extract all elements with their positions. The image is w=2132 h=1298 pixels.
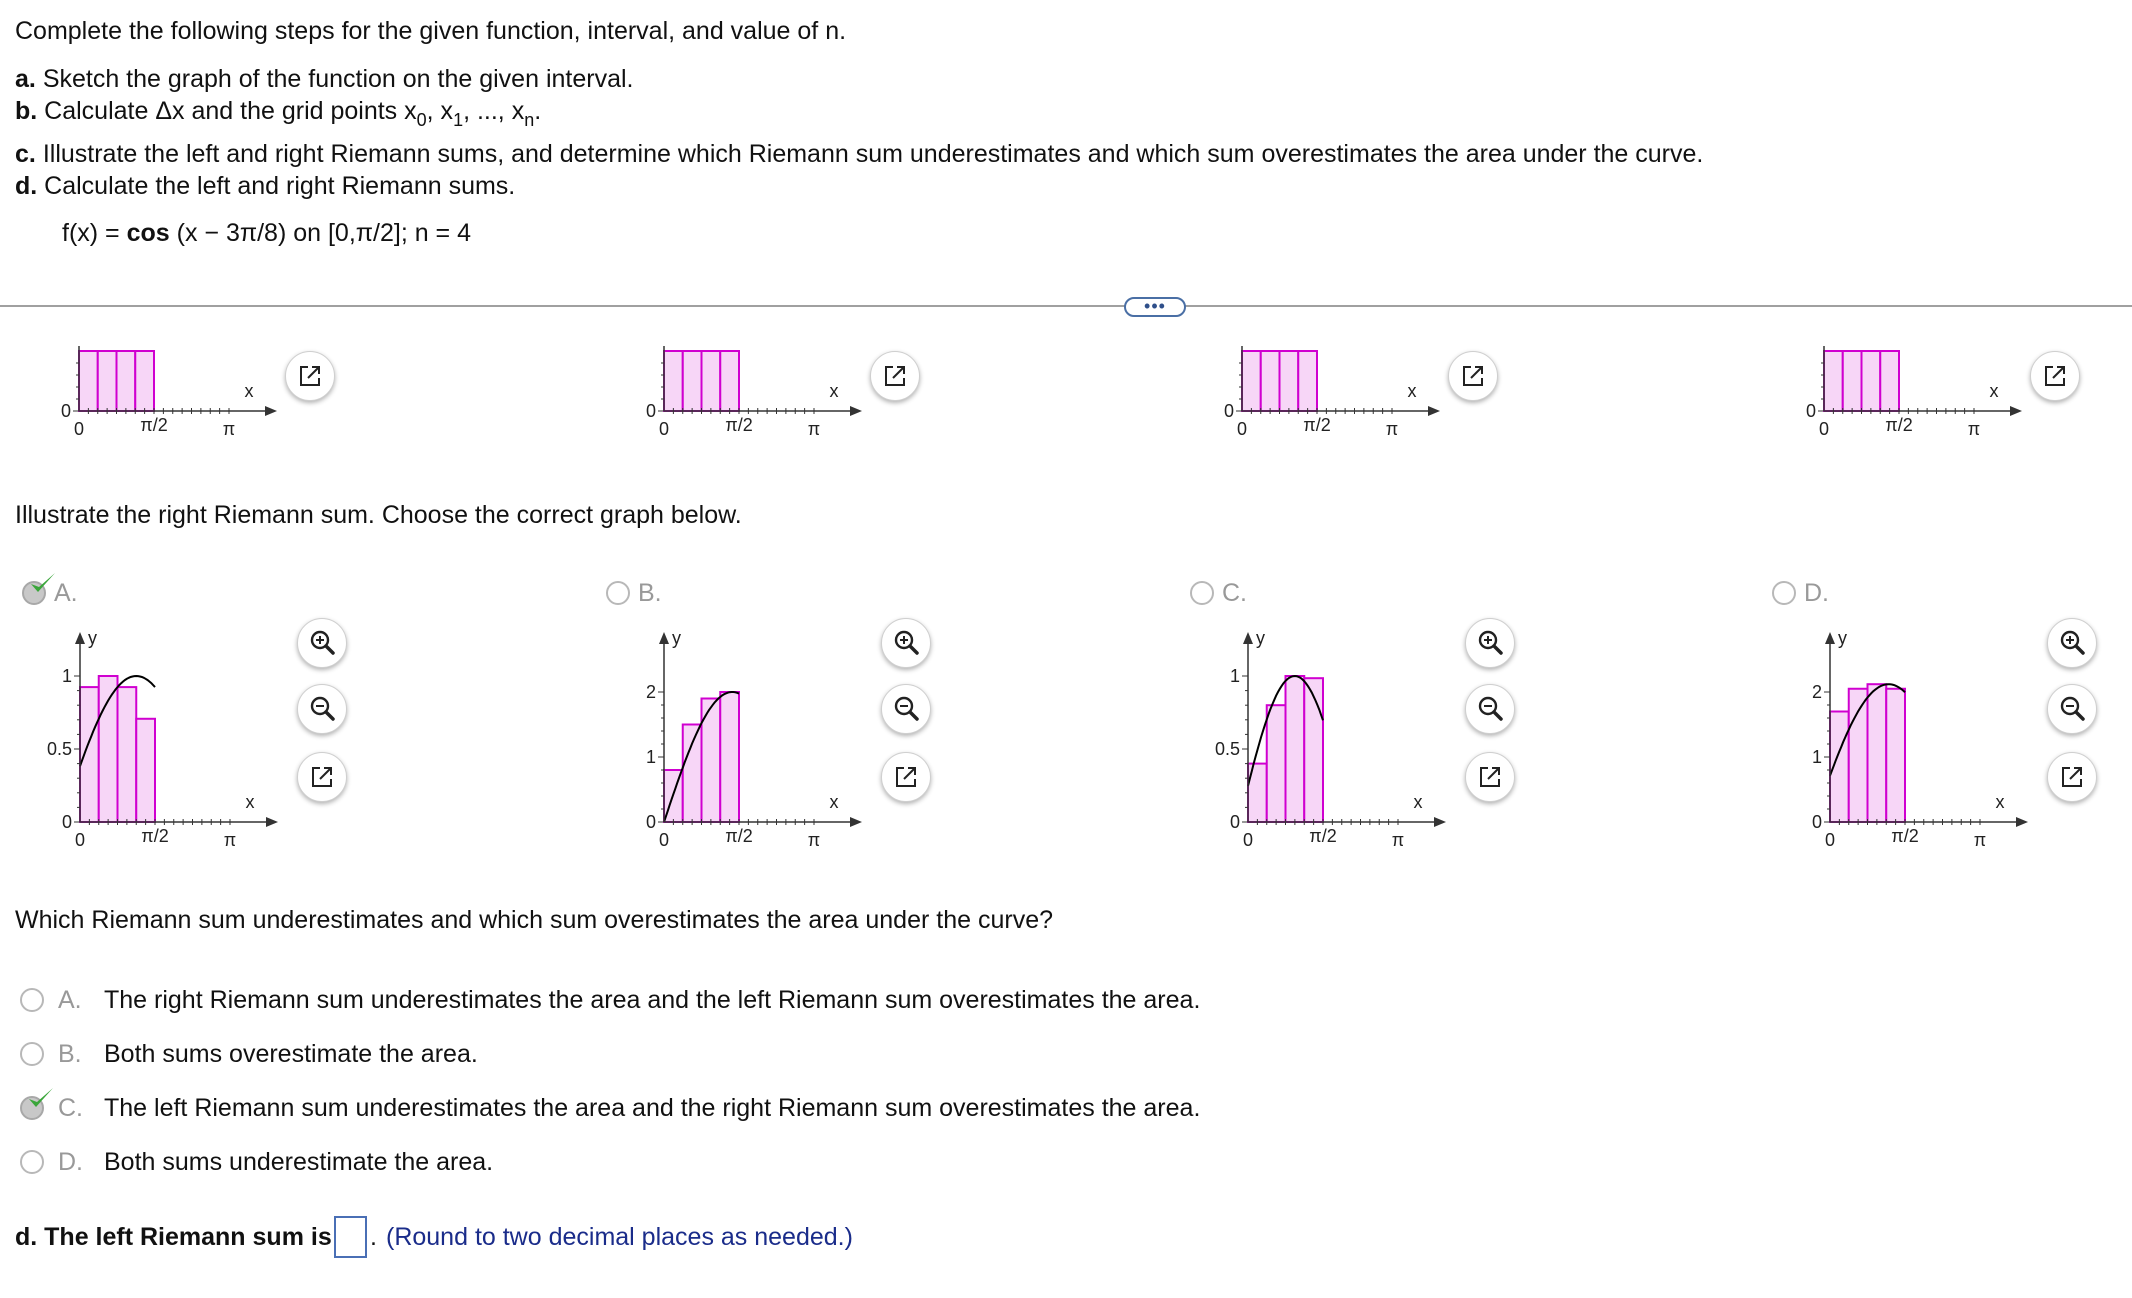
- x-axis-label: x: [1989, 381, 1999, 401]
- x-tick-label-zero: 0: [1824, 830, 1836, 850]
- graph-option-a-letter: A.: [54, 579, 78, 607]
- y-axis-arrow: [659, 632, 669, 644]
- x-axis-arrow: [2016, 817, 2028, 827]
- graph-option-c-letter: C.: [1222, 579, 1247, 607]
- x-axis-arrow: [2010, 406, 2022, 416]
- x-tick-label-pi: π: [807, 830, 821, 850]
- x-tick-label-pi: π: [223, 830, 237, 850]
- y-tick-label: 0: [1811, 812, 1822, 832]
- y-tick-label: 2: [645, 682, 656, 702]
- riemann-bar: [79, 351, 98, 411]
- riemann-bar: [1280, 351, 1299, 411]
- x-tick-label-pi: π: [1973, 830, 1987, 850]
- function-definition: [62, 218, 471, 248]
- previous-graph-2-open-button[interactable]: [870, 351, 920, 401]
- y-axis-arrow: [1243, 632, 1253, 644]
- x-tick-label-zero: 0: [658, 830, 670, 850]
- x-axis-arrow: [850, 817, 862, 827]
- x-axis-label: x: [245, 792, 255, 812]
- x-axis-arrow: [265, 406, 277, 416]
- y-axis-label: y: [1256, 628, 1265, 648]
- step-b-subn: n: [524, 110, 535, 130]
- x-axis-label: x: [1407, 381, 1417, 401]
- y-tick-label: 0.5: [1214, 739, 1240, 759]
- graph-option-b-open-button[interactable]: [881, 752, 931, 802]
- y-axis-label: y: [88, 628, 97, 648]
- graph-option-b-letter: B.: [638, 579, 662, 607]
- compare-question: Which Riemann sum underestimates and which sum overestimates the area under the curve?: [15, 906, 1054, 934]
- y-tick-label: 0: [61, 812, 72, 832]
- graph-option-d-letter: D.: [1804, 579, 1829, 607]
- riemann-bar: [1242, 351, 1261, 411]
- x-tick-label-zero: 0: [1236, 419, 1248, 439]
- riemann-bar: [136, 719, 155, 822]
- x-tick-label-zero: 0: [74, 830, 86, 850]
- x-tick-label-pi: π: [807, 419, 821, 439]
- step-b-end: .: [534, 97, 542, 125]
- expand-more-button[interactable]: •••: [1124, 297, 1186, 317]
- zoom-in-icon: [2057, 628, 2087, 658]
- x-tick-label-zero: 0: [1818, 419, 1830, 439]
- riemann-bar: [1886, 689, 1905, 822]
- x-tick-label-pi-half: π/2: [725, 415, 753, 435]
- step-b: [15, 96, 542, 130]
- rounding-hint: (Round to two decimal places as needed.): [386, 1223, 853, 1251]
- section-divider: [0, 305, 2132, 307]
- y-axis-label: y: [672, 628, 681, 648]
- riemann-bar: [80, 687, 99, 822]
- x-axis-arrow: [1434, 817, 1446, 827]
- y-tick-label: 1: [1811, 747, 1822, 767]
- compare-option-a-letter: A.: [58, 986, 82, 1014]
- riemann-bar: [1824, 351, 1843, 411]
- zoom-out-icon: [307, 694, 337, 724]
- riemann-bar: [1261, 351, 1280, 411]
- riemann-bar: [118, 687, 137, 822]
- y-tick-label: 1: [61, 666, 72, 686]
- compare-option-c-letter: C.: [58, 1094, 83, 1122]
- graph-option-d-radio[interactable]: [1772, 581, 1796, 605]
- x-tick-label-zero: 0: [1242, 830, 1254, 850]
- zoom-in-icon: [1475, 628, 1505, 658]
- zoom-out-icon: [2057, 694, 2087, 724]
- x-axis-label: x: [1413, 792, 1423, 812]
- step-c-letter: c.: [15, 140, 36, 168]
- x-tick-label-zero: 0: [658, 419, 670, 439]
- y-axis-arrow: [1825, 632, 1835, 644]
- graph-option-a: [12, 620, 297, 860]
- right-sum-prompt: Illustrate the right Riemann sum. Choose the correct graph below.: [15, 501, 742, 529]
- compare-option-a-text[interactable]: The right Riemann sum underestimates the area and the left Riemann sum overestimates the area.: [104, 986, 1201, 1014]
- y-tick-label: 2: [1811, 682, 1822, 702]
- step-a: [15, 64, 633, 94]
- zoom-in-icon: [891, 628, 921, 658]
- previous-graph-1-open-button[interactable]: [285, 351, 335, 401]
- x-tick-label-pi: π: [1967, 419, 1981, 439]
- x-tick-label-pi-half: π/2: [141, 826, 169, 846]
- step-a-text: Sketch the graph of the function on the given interval.: [42, 65, 634, 93]
- riemann-bar: [1843, 351, 1862, 411]
- external-link-icon: [880, 361, 910, 391]
- external-link-icon: [2057, 762, 2087, 792]
- graph-option-d-zoom-out-button[interactable]: [2047, 684, 2097, 734]
- zoom-out-icon: [891, 694, 921, 724]
- x-axis-arrow: [850, 406, 862, 416]
- riemann-bar: [683, 351, 702, 411]
- graph-option-c-zoom-in-button[interactable]: [1465, 618, 1515, 668]
- zoom-in-icon: [307, 628, 337, 658]
- step-b-sep2: , ..., x: [463, 97, 525, 125]
- step-b-sub1: 1: [453, 110, 464, 130]
- previous-graph-3: [1218, 340, 1448, 460]
- step-d-text: Calculate the left and right Riemann sums.: [44, 172, 516, 200]
- riemann-bar: [99, 676, 118, 822]
- x-tick-label-pi-half: π/2: [140, 415, 168, 435]
- riemann-bar: [720, 351, 739, 411]
- previous-graph-3-open-button[interactable]: [1448, 351, 1498, 401]
- riemann-bar: [702, 351, 721, 411]
- selected-check-icon: [26, 1085, 56, 1113]
- riemann-bar: [1286, 676, 1305, 822]
- y-tick-label: 0.5: [46, 739, 72, 759]
- y-axis-label: y: [1838, 628, 1847, 648]
- previous-graph-1: [55, 340, 285, 460]
- graph-option-c-radio[interactable]: [1190, 581, 1214, 605]
- y-tick-label: 0: [1223, 401, 1234, 421]
- external-link-icon: [307, 762, 337, 792]
- previous-graph-2: [640, 340, 870, 460]
- x-tick-label-pi: π: [1391, 830, 1405, 850]
- riemann-bar: [1298, 351, 1317, 411]
- riemann-bar: [664, 351, 683, 411]
- x-axis-label: x: [244, 381, 254, 401]
- graph-option-b-radio[interactable]: [606, 581, 630, 605]
- compare-option-d-radio[interactable]: [20, 1150, 44, 1174]
- riemann-bar: [720, 692, 739, 822]
- previous-graph-4-open-button[interactable]: [2030, 351, 2080, 401]
- riemann-bar: [117, 351, 136, 411]
- step-a-letter: a.: [15, 65, 36, 93]
- x-tick-label-pi-half: π/2: [1309, 826, 1337, 846]
- x-tick-label-pi-half: π/2: [725, 826, 753, 846]
- part-d-period: .: [370, 1223, 377, 1251]
- graph-option-d: [1762, 620, 2047, 860]
- riemann-bar: [98, 351, 117, 411]
- x-tick-label-pi-half: π/2: [1303, 415, 1331, 435]
- step-d: [15, 171, 515, 201]
- external-link-icon: [1458, 361, 1488, 391]
- y-tick-label: 0: [1805, 401, 1816, 421]
- function-name: cos: [126, 219, 170, 247]
- external-link-icon: [891, 762, 921, 792]
- x-axis-label: x: [1995, 792, 2005, 812]
- part-d-label: [15, 1222, 332, 1252]
- step-b-sub0: 0: [416, 110, 427, 130]
- riemann-bar: [1880, 351, 1899, 411]
- graph-option-a-zoom-in-button[interactable]: [297, 618, 347, 668]
- riemann-bar: [1868, 684, 1887, 822]
- riemann-bar: [1862, 351, 1881, 411]
- y-tick-label: 1: [645, 747, 656, 767]
- riemann-bar: [135, 351, 154, 411]
- x-tick-label-pi: π: [1385, 419, 1399, 439]
- x-axis-arrow: [266, 817, 278, 827]
- graph-option-d-open-button[interactable]: [2047, 752, 2097, 802]
- step-c-text: Illustrate the left and right Riemann sums, and determine which Riemann sum underestimates and which sum overestimates the area under the curve.: [42, 140, 1704, 168]
- riemann-bar: [1304, 678, 1323, 822]
- graph-option-b: [596, 620, 881, 860]
- x-axis-label: x: [829, 381, 839, 401]
- compare-option-b-radio[interactable]: [20, 1042, 44, 1066]
- compare-option-d-letter: D.: [58, 1148, 83, 1176]
- external-link-icon: [2040, 361, 2070, 391]
- step-c: [15, 139, 1703, 169]
- riemann-bar: [1267, 705, 1286, 822]
- compare-option-a-radio[interactable]: [20, 988, 44, 1012]
- riemann-bar: [1849, 689, 1868, 822]
- graph-option-b-zoom-in-button[interactable]: [881, 618, 931, 668]
- question-intro: Complete the following steps for the given function, interval, and value of n.: [15, 17, 847, 45]
- graph-option-a-zoom-out-button[interactable]: [297, 684, 347, 734]
- graph-option-c-zoom-out-button[interactable]: [1465, 684, 1515, 734]
- compare-option-d-text[interactable]: Both sums underestimate the area.: [104, 1148, 494, 1176]
- part-d-text: d. The left Riemann sum is: [15, 1223, 332, 1251]
- x-tick-label-pi-half: π/2: [1885, 415, 1913, 435]
- graph-option-c-open-button[interactable]: [1465, 752, 1515, 802]
- external-link-icon: [295, 361, 325, 391]
- y-tick-label: 0: [1229, 812, 1240, 832]
- x-tick-label-zero: 0: [73, 419, 85, 439]
- y-tick-label: 0: [60, 401, 71, 421]
- graph-option-d-zoom-in-button[interactable]: [2047, 618, 2097, 668]
- step-d-letter: d.: [15, 172, 38, 200]
- x-axis-label: x: [829, 792, 839, 812]
- compare-option-b-text[interactable]: Both sums overestimate the area.: [104, 1040, 478, 1068]
- zoom-out-icon: [1475, 694, 1505, 724]
- step-b-sep1: , x: [426, 97, 454, 125]
- compare-option-b-letter: B.: [58, 1040, 82, 1068]
- graph-option-b-zoom-out-button[interactable]: [881, 684, 931, 734]
- x-tick-label-pi-half: π/2: [1891, 826, 1919, 846]
- graph-option-a-open-button[interactable]: [297, 752, 347, 802]
- left-sum-answer-input[interactable]: [334, 1216, 367, 1258]
- y-tick-label: 0: [645, 401, 656, 421]
- function-rest: (x − 3π/8) on [0,π/2]; n = 4: [169, 219, 472, 247]
- x-axis-arrow: [1428, 406, 1440, 416]
- y-tick-label: 0: [645, 812, 656, 832]
- riemann-bar: [683, 725, 702, 823]
- x-tick-label-pi: π: [222, 419, 236, 439]
- y-tick-label: 1: [1229, 666, 1240, 686]
- external-link-icon: [1475, 762, 1505, 792]
- compare-option-c-text[interactable]: The left Riemann sum underestimates the area and the right Riemann sum overestimates the area.: [104, 1094, 1201, 1122]
- step-b-text: Calculate Δx and the grid points x: [44, 97, 417, 125]
- y-axis-arrow: [75, 632, 85, 644]
- previous-graph-4: [1800, 340, 2030, 460]
- function-prefix: f(x) =: [62, 219, 127, 247]
- graph-option-c: [1180, 620, 1465, 860]
- step-b-letter: b.: [15, 97, 38, 125]
